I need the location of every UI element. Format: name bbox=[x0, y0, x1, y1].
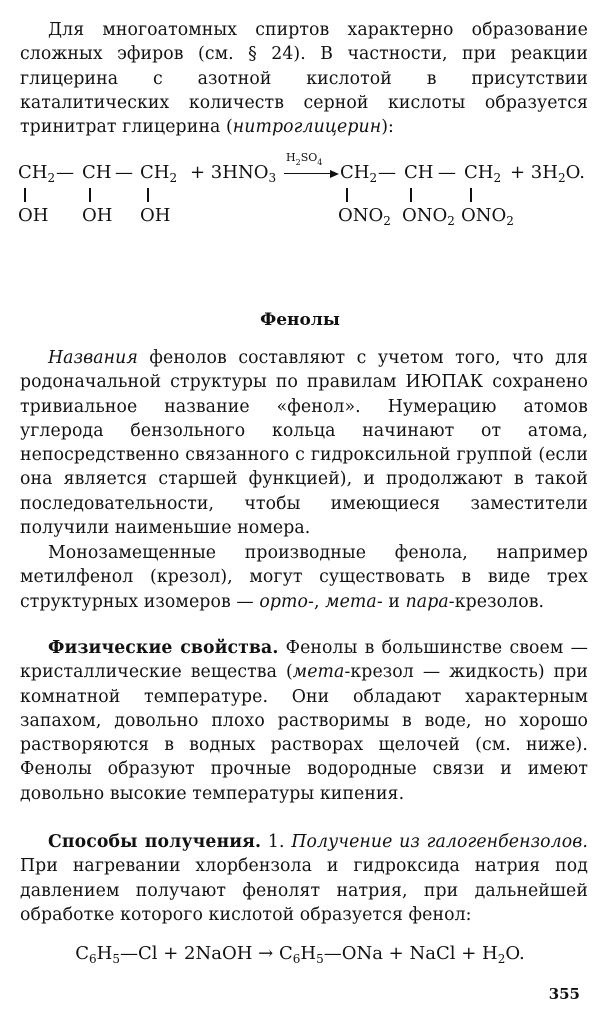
phenol-equation: $C_6H_5—Cl$ + 2NaOH → $C_6H_5—ONa$ + NaCl + $H_2O$. bbox=[75, 943, 525, 966]
paragraph-text: - и bbox=[376, 591, 406, 612]
formula-part: CH bbox=[404, 162, 434, 183]
term-orto: орто bbox=[259, 591, 309, 612]
paragraph-preparation bbox=[20, 830, 588, 927]
bond-dash: — bbox=[378, 162, 396, 183]
formula-part: CH bbox=[82, 162, 112, 183]
bond-line bbox=[24, 188, 26, 202]
paragraph-text: 1. bbox=[261, 832, 292, 852]
paragraph-text: Монозамещенные производные фенола, например метилфенол (крезол), могут существовать в виде трех структурных изомеров — bbox=[20, 543, 588, 612]
hydroxyl-group: OH bbox=[18, 205, 49, 226]
nitro-group: $ONO_2$ bbox=[338, 205, 391, 228]
formula-part: + $3H_2O$. bbox=[510, 162, 586, 185]
paragraph-text: При нагревании хлорбензола и гидроксида натрия под давлением получают фенолят натрия, при дальнейшей обработке которого кислотой образуется фенол: bbox=[20, 856, 588, 925]
page-number: 355 bbox=[548, 985, 580, 1003]
term-halobenzenes: Получение из галогенбензолов. bbox=[291, 832, 589, 852]
paragraph-text: -крезолов. bbox=[448, 591, 545, 612]
bond-line bbox=[89, 188, 91, 202]
formula-part: $CH_2$ bbox=[140, 162, 178, 185]
bond-dash: — bbox=[115, 162, 133, 183]
nitro-group: $ONO_2$ bbox=[402, 205, 455, 228]
subheading-physical: Физические свойства. bbox=[48, 638, 279, 658]
reaction-arrow bbox=[284, 173, 332, 174]
paragraph-text: ): bbox=[381, 117, 394, 138]
bond-line bbox=[410, 188, 412, 202]
formula-part: + $3HNO_3$ bbox=[190, 162, 277, 185]
term-para: пара bbox=[405, 591, 449, 612]
formula-part: $CH_2$ bbox=[464, 162, 502, 185]
bond-dash: — bbox=[438, 162, 456, 183]
arrow-head-icon bbox=[330, 170, 339, 178]
formula-part: $CH_2$ bbox=[18, 162, 56, 185]
paragraph-esters bbox=[20, 18, 588, 139]
paragraph-isomers bbox=[20, 541, 588, 614]
hydroxyl-group: OH bbox=[82, 205, 113, 226]
hydroxyl-group: OH bbox=[140, 205, 171, 226]
section-heading: Фенолы bbox=[260, 310, 340, 330]
term-names: Названия bbox=[48, 348, 138, 368]
nitro-group: $ONO_2$ bbox=[461, 205, 514, 228]
bond-line bbox=[147, 188, 149, 202]
paragraph-text: Фенолы в большинстве своем — кристаллические вещества ( bbox=[20, 638, 588, 683]
bond-line bbox=[346, 188, 348, 202]
paragraph-text: -, bbox=[308, 591, 326, 612]
bond-line bbox=[470, 188, 472, 202]
paragraph-text: Для многоатомных спиртов характерно образование сложных эфиров (см. § 24). В частности, при реакции глицерина с азотной кислотой в присутствии каталитических количеств серной кислоты образуется тринитрат глицерина ( bbox=[20, 20, 588, 138]
term-meta: мета bbox=[292, 662, 345, 683]
term-meta: мета bbox=[325, 591, 377, 612]
paragraph-text: -крезол — жидкость) при комнатной температуре. Они обладают характерным запахом, довольно плохо растворимы в воде, но хорошо растворяются в водных растворах щелочей (см. ниже). Фенолы образуют прочные водородные связи и имеют довольно высокие температуры кипения. bbox=[20, 662, 589, 804]
paragraph-physical-properties bbox=[20, 636, 588, 806]
paragraph-text: фенолов составляют с учетом того, что для родоначальной структуры по правилам ИЮПАК сохранено тривиальное название «фенол». Нумерацию атомов углерода бензольного кольца начинают от атома, непосредственно связанного с гидроксильной группой (если она является старшей функцией), и продолжают в такой последовательности, чтобы имеющиеся заместители получили наименьшие номера. bbox=[20, 348, 588, 539]
paragraph-naming bbox=[20, 346, 588, 540]
nitroglycerin-reaction bbox=[18, 151, 588, 242]
bond-dash: — bbox=[56, 162, 74, 183]
term-nitroglycerin: нитроглицерин bbox=[232, 117, 382, 138]
formula-part: $CH_2$ bbox=[340, 162, 378, 185]
subheading-preparation: Способы получения. bbox=[48, 832, 262, 852]
catalyst-label: $H_2SO_4$ bbox=[286, 151, 323, 167]
